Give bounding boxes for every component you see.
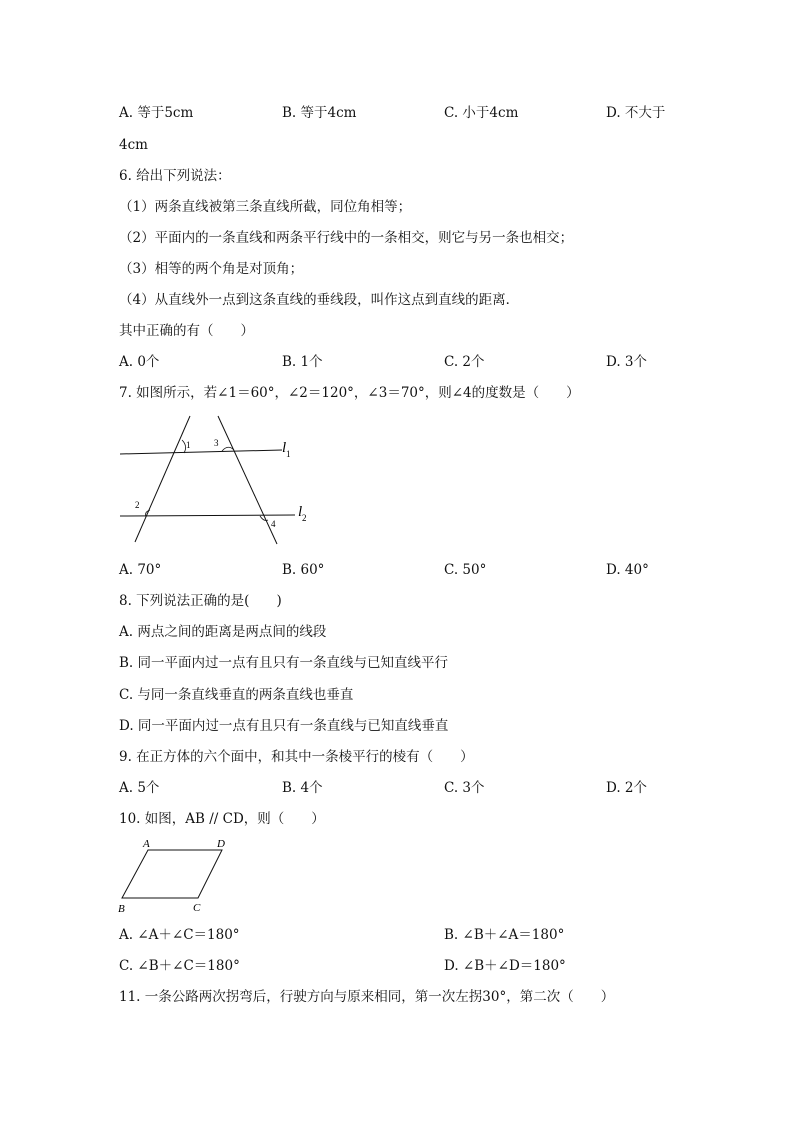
- l1-label: l: [282, 440, 287, 456]
- q5-option-c: C. 小于4cm: [444, 105, 519, 121]
- q5-option-d: D. 不大于: [606, 105, 666, 121]
- q6-question: 其中正确的有（ ）: [119, 323, 254, 339]
- angle-1-label: 1: [186, 440, 191, 450]
- q6-statement-2: （2）平面内的一条直线和两条平行线中的一条相交，则它与另一条也相交；: [119, 230, 574, 246]
- transversal-right: [218, 416, 277, 544]
- q5-option-d-continuation: 4cm: [119, 137, 148, 153]
- parallelogram-abcd: [122, 850, 222, 898]
- angle-3-label: 3: [214, 438, 219, 448]
- q9-option-c: C. 3个: [444, 780, 485, 796]
- q9-stem: 9. 在正方体的六个面中，和其中一条棱平行的棱有（ ）: [119, 749, 474, 765]
- q8-option-a: A. 两点之间的距离是两点间的线段: [119, 624, 327, 640]
- angle-4-label: 4: [271, 519, 276, 529]
- q10-stem: 10. 如图，AB // CD，则（ ）: [119, 811, 325, 827]
- vertex-b-label: B: [118, 903, 125, 915]
- q5-option-b: B. 等于4cm: [282, 105, 357, 121]
- q6-option-b: B. 1个: [282, 354, 323, 370]
- q5-option-a: A. 等于5cm: [119, 105, 194, 121]
- q9-option-d: D. 2个: [606, 780, 648, 796]
- q10-option-b: B. ∠B＋∠A＝180°: [444, 927, 565, 943]
- q6-statement-3: （3）相等的两个角是对顶角；: [119, 261, 304, 277]
- q6-option-a: A. 0个: [119, 354, 160, 370]
- q8-stem: 8. 下列说法正确的是( ): [119, 593, 282, 609]
- vertex-d-label: D: [217, 838, 225, 850]
- angle-2-label: 2: [135, 500, 140, 510]
- l2-subscript: 2: [302, 513, 307, 523]
- q6-option-c: C. 2个: [444, 354, 485, 370]
- q10-figure: [112, 834, 242, 916]
- q7-option-b: B. 60°: [282, 562, 325, 578]
- q6-statement-4: （4）从直线外一点到这条直线的垂线段，叫作这点到直线的距离．: [119, 292, 520, 308]
- l2-label: l: [298, 504, 303, 520]
- vertex-a-label: A: [143, 838, 150, 850]
- q8-option-b: B. 同一平面内过一点有且只有一条直线与已知直线平行: [119, 655, 449, 671]
- q6-option-d: D. 3个: [606, 354, 648, 370]
- q8-option-c: C. 与同一条直线垂直的两条直线也垂直: [119, 687, 354, 703]
- q11-stem: 11. 一条公路两次拐弯后，行驶方向与原来相同，第一次左拐30°，第二次（ ）: [119, 989, 615, 1005]
- vertex-c-label: C: [193, 902, 201, 914]
- q10-option-d: D. ∠B＋∠D＝180°: [444, 958, 566, 974]
- q9-option-a: A. 5个: [119, 780, 160, 796]
- q7-option-a: A. 70°: [119, 562, 162, 578]
- l1-subscript: 1: [286, 449, 291, 459]
- q7-stem: 7. 如图所示，若∠1＝60°，∠2＝120°，∠3＝70°，则∠4的度数是（ ）: [119, 385, 580, 401]
- line-l1: [120, 450, 282, 454]
- q9-option-b: B. 4个: [282, 780, 323, 796]
- q7-figure: [110, 410, 320, 550]
- q10-option-a: A. ∠A＋∠C＝180°: [119, 927, 240, 943]
- q6-stem: 6. 给出下列说法：: [119, 168, 231, 184]
- q7-option-d: D. 40°: [606, 562, 649, 578]
- transversal-left: [135, 416, 190, 542]
- q10-option-c: C. ∠B＋∠C＝180°: [119, 958, 240, 974]
- q6-statement-1: （1）两条直线被第三条直线所截，同位角相等；: [119, 199, 412, 215]
- q7-option-c: C. 50°: [444, 562, 487, 578]
- q8-option-d: D. 同一平面内过一点有且只有一条直线与已知直线垂直: [119, 718, 449, 734]
